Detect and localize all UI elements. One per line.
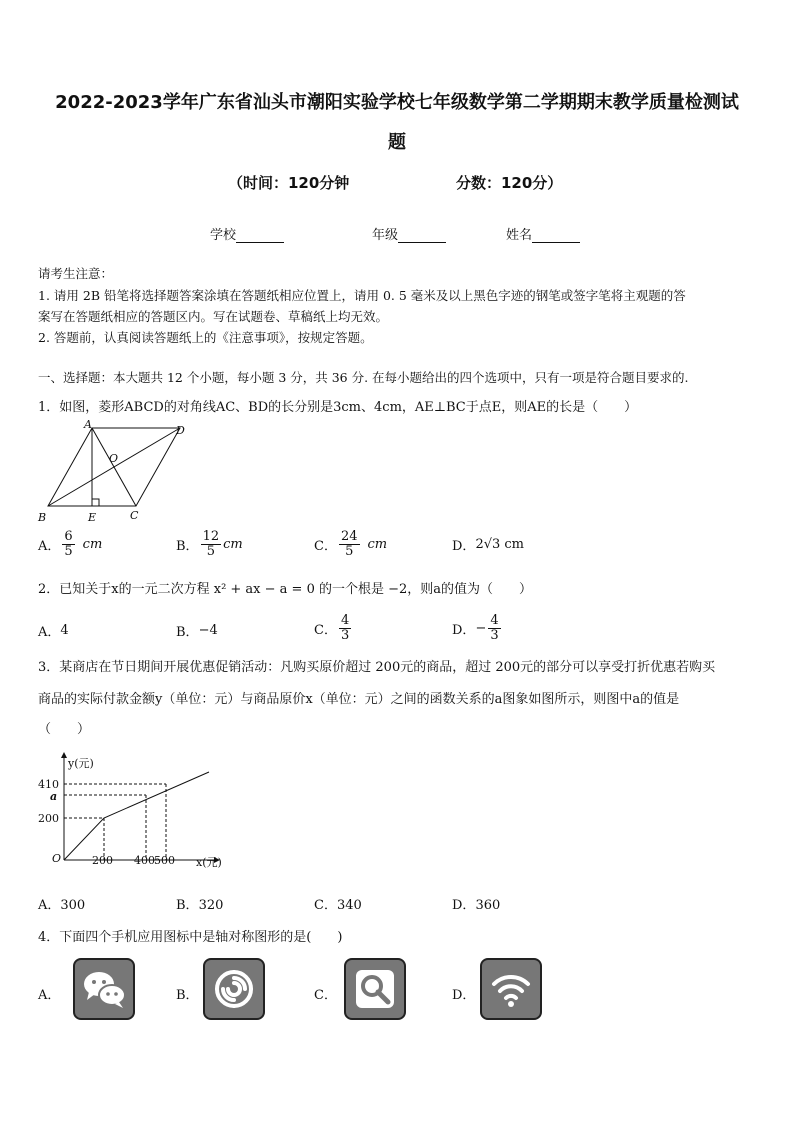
question-2-stem: 2．已知关于x的一元二次方程 x² + ax − a = 0 的一个根是 −2，则a的值为（ ）: [38, 582, 533, 597]
q2-option-c[interactable]: C． $\frac{4}{3}$: [314, 612, 350, 643]
q3-option-b[interactable]: B．320: [176, 898, 224, 913]
name-label: 姓名: [506, 228, 533, 243]
right-angle-mark: [92, 499, 99, 506]
label-e: E: [88, 511, 97, 524]
label-o: O: [109, 452, 119, 465]
q4-option-a-label[interactable]: A．: [38, 988, 61, 1003]
exam-title-cont: 题: [388, 132, 406, 153]
x-tick-200: 200: [92, 854, 113, 867]
q2-option-d[interactable]: D． − $\frac{4}{3}$: [452, 612, 499, 643]
magnifier-icon[interactable]: [344, 958, 406, 1020]
q1-option-d[interactable]: D． 2√3 cm: [452, 536, 525, 554]
wechat-icon[interactable]: [73, 958, 135, 1020]
notice-heading: 请考生注意：: [38, 266, 114, 281]
score-info: 分数：120分）: [456, 174, 563, 192]
q1-option-c[interactable]: C． $\frac{24}{5}$ cm: [314, 528, 388, 559]
diagonal-ac: [92, 428, 136, 506]
name-field: [506, 224, 580, 243]
q4-option-b-label[interactable]: B．: [176, 988, 199, 1003]
time-info: （时间：120分钟: [228, 174, 350, 192]
q4-option-d-label[interactable]: D．: [452, 988, 476, 1003]
y-tick-410: 410: [38, 778, 59, 791]
exam-title: 2022-2023学年广东省汕头市潮阳实验学校七年级数学第二学期期末教学质量检测试: [55, 92, 739, 113]
question-4-stem: 4．下面四个手机应用图标中是轴对称图形的是( ): [38, 930, 343, 945]
question-3-stem: （ ）: [38, 722, 91, 737]
price-function-graph: [34, 752, 234, 878]
grade-label: 年级: [372, 228, 399, 243]
q4-option-c-label[interactable]: C．: [314, 988, 337, 1003]
x-tick-400: 400: [134, 854, 155, 867]
label-d: D: [176, 424, 185, 437]
q2-option-a[interactable]: A． 4: [38, 622, 69, 640]
y-arrow: [61, 752, 67, 758]
q3-option-d[interactable]: D．360: [452, 898, 501, 913]
grade-field: [372, 224, 446, 243]
q3-option-c[interactable]: C．340: [314, 898, 362, 913]
y-tick-200: 200: [38, 812, 59, 825]
wifi-icon[interactable]: [480, 958, 542, 1020]
rhombus-figure: [36, 418, 196, 526]
school-label: 学校: [210, 228, 237, 243]
q1-option-b[interactable]: B． $\frac{12}{5}$ cm: [176, 528, 243, 559]
origin-label: O: [52, 852, 62, 865]
school-field: [210, 224, 284, 243]
label-b: B: [38, 511, 47, 524]
y-tick-a: a: [50, 790, 58, 803]
notice-line: 2. 答题前，认真阅读答题纸上的《注意事项》，按规定答题。: [38, 330, 373, 345]
notice-line: 1. 请用 2B 铅笔将选择题答案涂填在答题纸相应位置上，请用 0. 5 毫米及以上黑色字迹的钢笔或签字笔将主观题的答: [38, 288, 686, 303]
x-axis-label: x(元): [196, 856, 222, 869]
q1-option-a[interactable]: A． $\frac{6}{5}$ cm: [38, 528, 103, 559]
x-tick-500: 500: [154, 854, 175, 867]
function-line: [64, 772, 209, 860]
label-a: A: [84, 418, 92, 431]
question-3-stem: 商品的实际付款金额y（单位：元）与商品原价x（单位：元）之间的函数关系的a图象如图所示，则图中a的值是: [38, 692, 680, 707]
label-c: C: [130, 509, 139, 522]
q3-option-a[interactable]: A．300: [38, 898, 86, 913]
q2-option-b[interactable]: B． −4: [176, 622, 218, 640]
swirl-icon[interactable]: [203, 958, 265, 1020]
y-axis-label: y(元): [68, 757, 94, 770]
section-heading: 一、选择题：本大题共 12 个小题，每小题 3 分，共 36 分. 在每小题给出的四个选项中，只有一项是符合题目要求的.: [38, 370, 689, 385]
question-3-stem: 3．某商店在节日期间开展优惠促销活动：凡购买原价超过 200元的商品，超过 200元的部分可以享受打折优惠若购买: [38, 660, 716, 675]
question-1-stem: 1．如图，菱形ABCD的对角线AC、BD的长分别是3cm、4cm，AE⊥BC于点E，则AE的长是（ ）: [38, 400, 638, 415]
notice-line: 案写在答题纸相应的答题区内。写在试题卷、草稿纸上均无效。: [38, 309, 389, 324]
